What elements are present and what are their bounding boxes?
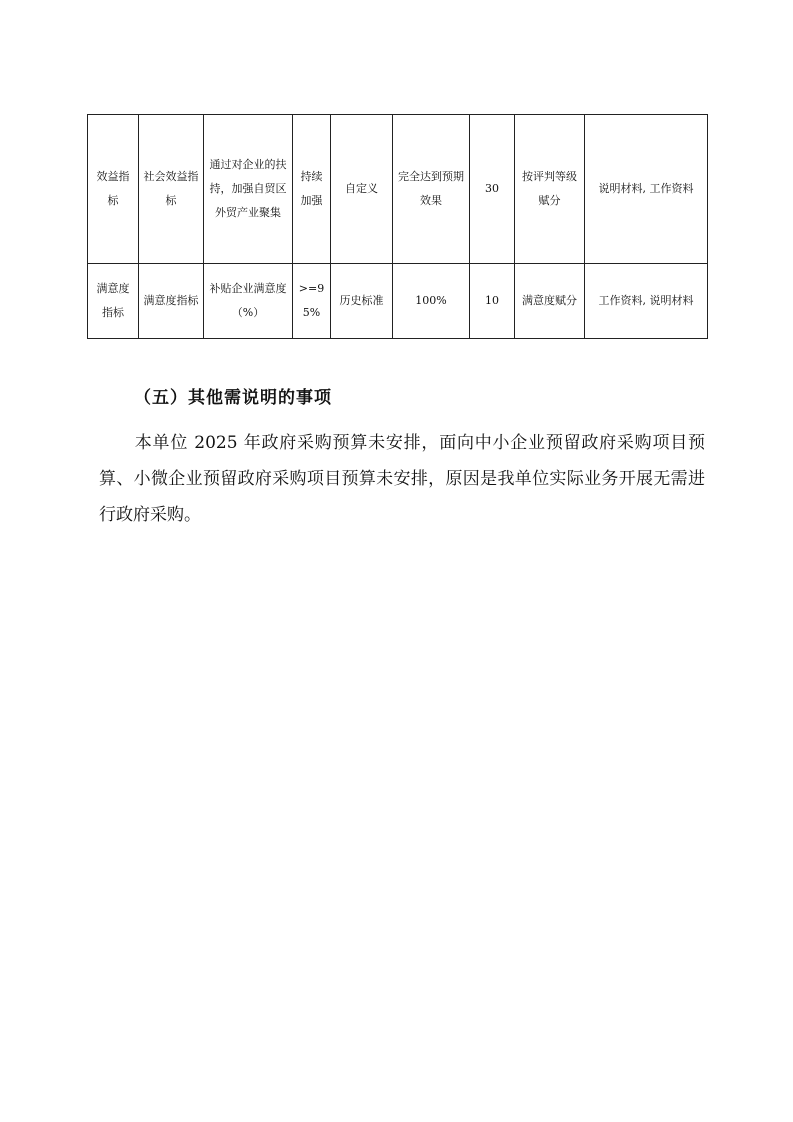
table-cell: 满意度指标 xyxy=(139,264,204,339)
body-paragraph-container xyxy=(99,425,705,533)
table-cell: 社会效益指标 xyxy=(139,115,204,264)
table-row xyxy=(88,264,708,339)
table-cell: 30 xyxy=(470,115,515,264)
table-cell: 持续加强 xyxy=(293,115,331,264)
table-cell: 工作资料, 说明材料 xyxy=(585,264,708,339)
table-cell: 通过对企业的扶持，加强自贸区外贸产业聚集 xyxy=(204,115,293,264)
table-cell: 效益指标 xyxy=(88,115,139,264)
performance-indicator-table xyxy=(87,114,708,339)
table-cell: 补贴企业满意度（%） xyxy=(204,264,293,339)
body-paragraph: 本单位 2025 年政府采购预算未安排，面向中小企业预留政府采购项目预算、小微企业预留政府采购项目预算未安排，原因是我单位实际业务开展无需进行政府采购。 xyxy=(99,433,705,525)
table-cell: 自定义 xyxy=(331,115,393,264)
table-cell: 满意度指标 xyxy=(88,264,139,339)
table-row xyxy=(88,115,708,264)
table-cell: 满意度赋分 xyxy=(515,264,585,339)
table-cell: 按评判等级赋分 xyxy=(515,115,585,264)
table-cell: >=95% xyxy=(293,264,331,339)
table-cell: 完全达到预期效果 xyxy=(393,115,470,264)
section-heading: （五）其他需说明的事项 xyxy=(134,388,332,408)
table-cell: 历史标准 xyxy=(331,264,393,339)
table-cell: 说明材料, 工作资料 xyxy=(585,115,708,264)
table-cell: 10 xyxy=(470,264,515,339)
table-cell: 100% xyxy=(393,264,470,339)
